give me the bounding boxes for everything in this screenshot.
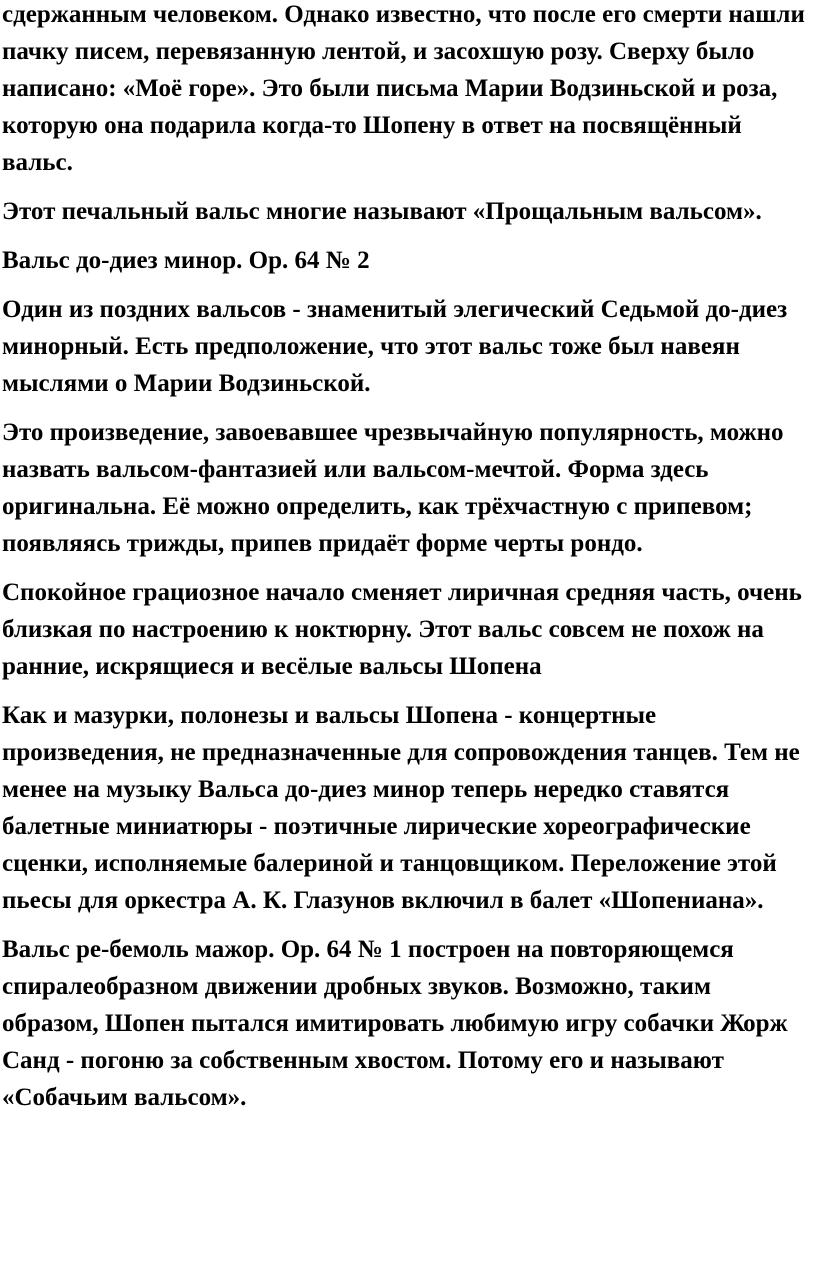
paragraph-middle-part: Спокойное грациозное начало сменяет лиричная средняя часть, очень близкая по настроению к ноктюрну. Этот вальс совсем не похож на ранние, искрящиеся и весёлые вальсы Шопена	[2, 579, 802, 680]
paragraph-minute-waltz: Вальс ре-бемоль мажор. Op. 64 № 1 построен на повторяющемся спиралеобразном движении дробных звуков. Возможно, таким образом, Шопен пытался имитировать любимую игру собачки Жорж Санд - погоню за собственным хвостом. Потому его и называют «Собачьим вальсом».	[2, 936, 788, 1111]
paragraph-letters-and-rose: сдержанным человеком. Однако известно, что после его смерти нашли пачку писем, перевязанную лентой, и засохшую розу. Сверху было написано: «Моё горе». Это были письма Марии Водзиньской и роза, которую она подарила когда-то Шопену в ответ на посвящённый вальс.	[2, 1, 805, 176]
paragraph-farewell-waltz: Этот печальный вальс многие называют «Прощальным вальсом».	[2, 198, 762, 225]
paragraph-ballet: Как и мазурки, полонезы и вальсы Шопена - концертные произведения, не предназначенные для сопровождения танцев. Тем не менее на музыку Вальса до-диез минор теперь нередко ставятся балетные миниатюры - поэтичные лирические хореографические сценки, исполняемые балериной и танцовщиком. Переложение этой пьесы для оркестра А. К. Глазунов включил в балет «Шопениана».	[2, 702, 800, 914]
section-heading-waltz-c-sharp-minor: Вальс до-диез минор. Op. 64 № 2	[2, 247, 370, 274]
paragraph-late-waltzes: Один из поздних вальсов - знаменитый элегический Седьмой до-диез минорный. Есть предположение, что этот вальс тоже был навеян мыслями о Марии Водзиньской.	[2, 296, 788, 397]
paragraph-form: Это произведение, завоевавшее чрезвычайную популярность, можно назвать вальсом-фантазией или вальсом-мечтой. Форма здесь оригинальна. Её можно определить, как трёхчастную с припевом; появляясь трижды, припев придаёт форме черты рондо.	[2, 419, 784, 557]
